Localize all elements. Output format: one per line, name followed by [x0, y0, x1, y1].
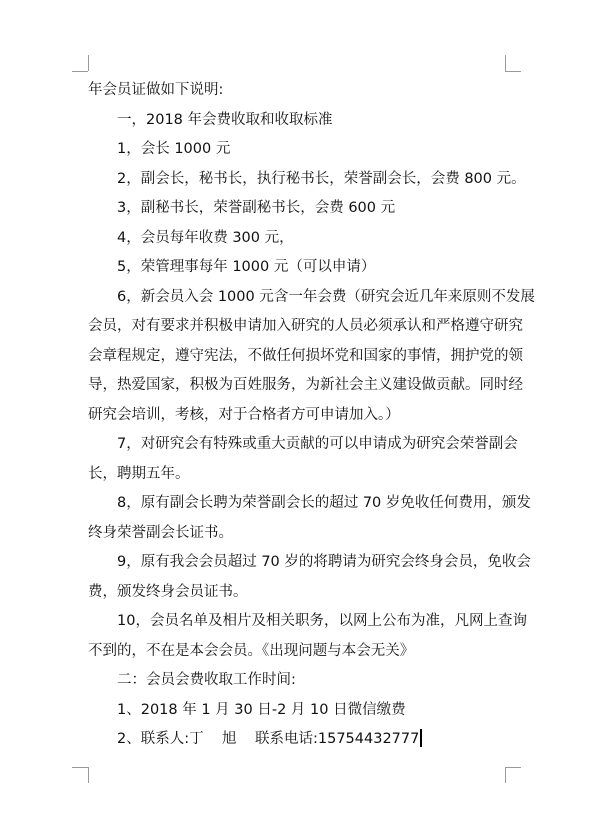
margin-mark-bottom-right-v	[505, 767, 506, 783]
doc-line: 7，对研究会有特殊或重大贡献的可以申请成为研究会荣誉副会	[117, 436, 518, 452]
doc-line: 1、2018 年 1 月 30 日-2 月 10 日微信缴费	[117, 701, 406, 718]
doc-line: 9，原有我会会员超过 70 岁的将聘请为研究会终身会员，免收会	[117, 554, 531, 570]
margin-mark-top-left-v	[88, 55, 89, 71]
doc-line: 会章程规定，遵守宪法，不做任何损坏党和国家的事情，拥护党的领	[88, 347, 523, 364]
doc-line: 10，会员名单及相片及相关职务，以网上公布为准，凡网上查询	[117, 613, 527, 629]
doc-line: 6，新会员入会 1000 元含一年会费（研究会近几年来原则不发展	[117, 288, 535, 305]
doc-line: 费，颁发终身会员证书。	[88, 583, 248, 600]
doc-line: 8，原有副会长聘为荣誉副会长的超过 70 岁免收任何费用，颁发	[117, 495, 531, 511]
margin-mark-top-right-v	[505, 55, 506, 71]
doc-line: 终身荣誉副会长证书。	[88, 524, 233, 541]
doc-line-contact	[88, 725, 508, 755]
section-heading: 一，2018 年会费收取和收取标准	[117, 111, 333, 128]
doc-line: 5，荣管理事每年 1000 元（可以申请）	[117, 259, 376, 275]
margin-mark-top-right-h	[505, 71, 521, 72]
doc-line: 导，热爱国家，积极为百姓服务，为新社会主义建设做贡献。同时经	[88, 377, 523, 393]
doc-line: 3，副秘书长，荣誉副秘书长，会费 600 元	[117, 200, 396, 216]
text-cursor	[420, 729, 422, 747]
doc-line: 1，会长 1000 元	[117, 141, 231, 157]
margin-mark-bottom-left-h	[72, 767, 88, 768]
margin-mark-bottom-left-v	[88, 767, 89, 783]
contact-text: 2、联系人:丁 旭 联系电话:15754432777	[117, 731, 420, 747]
doc-line: 不到的，不在是本会会员。《出现问题与本会无关》	[88, 642, 415, 659]
doc-line: 会员，对有要求并积极申请加入研究的人员必须承认和严格遵守研究	[88, 318, 523, 334]
document-body[interactable]	[88, 76, 535, 755]
doc-line: 2，副会长，秘书长，执行秘书长，荣誉副会长，会费 800 元。	[117, 170, 526, 187]
margin-mark-top-left-h	[72, 71, 88, 72]
doc-line: 年会员证做如下说明:	[88, 82, 224, 98]
doc-line: 研究会培训，考核，对于合格者方可申请加入。）	[88, 406, 400, 423]
section-heading: 二：会员会费收取工作时间:	[117, 672, 296, 688]
doc-line: 长，聘期五年。	[88, 465, 190, 482]
margin-mark-bottom-right-h	[505, 767, 521, 768]
doc-line: 4，会员每年收费 300 元，	[117, 229, 294, 246]
